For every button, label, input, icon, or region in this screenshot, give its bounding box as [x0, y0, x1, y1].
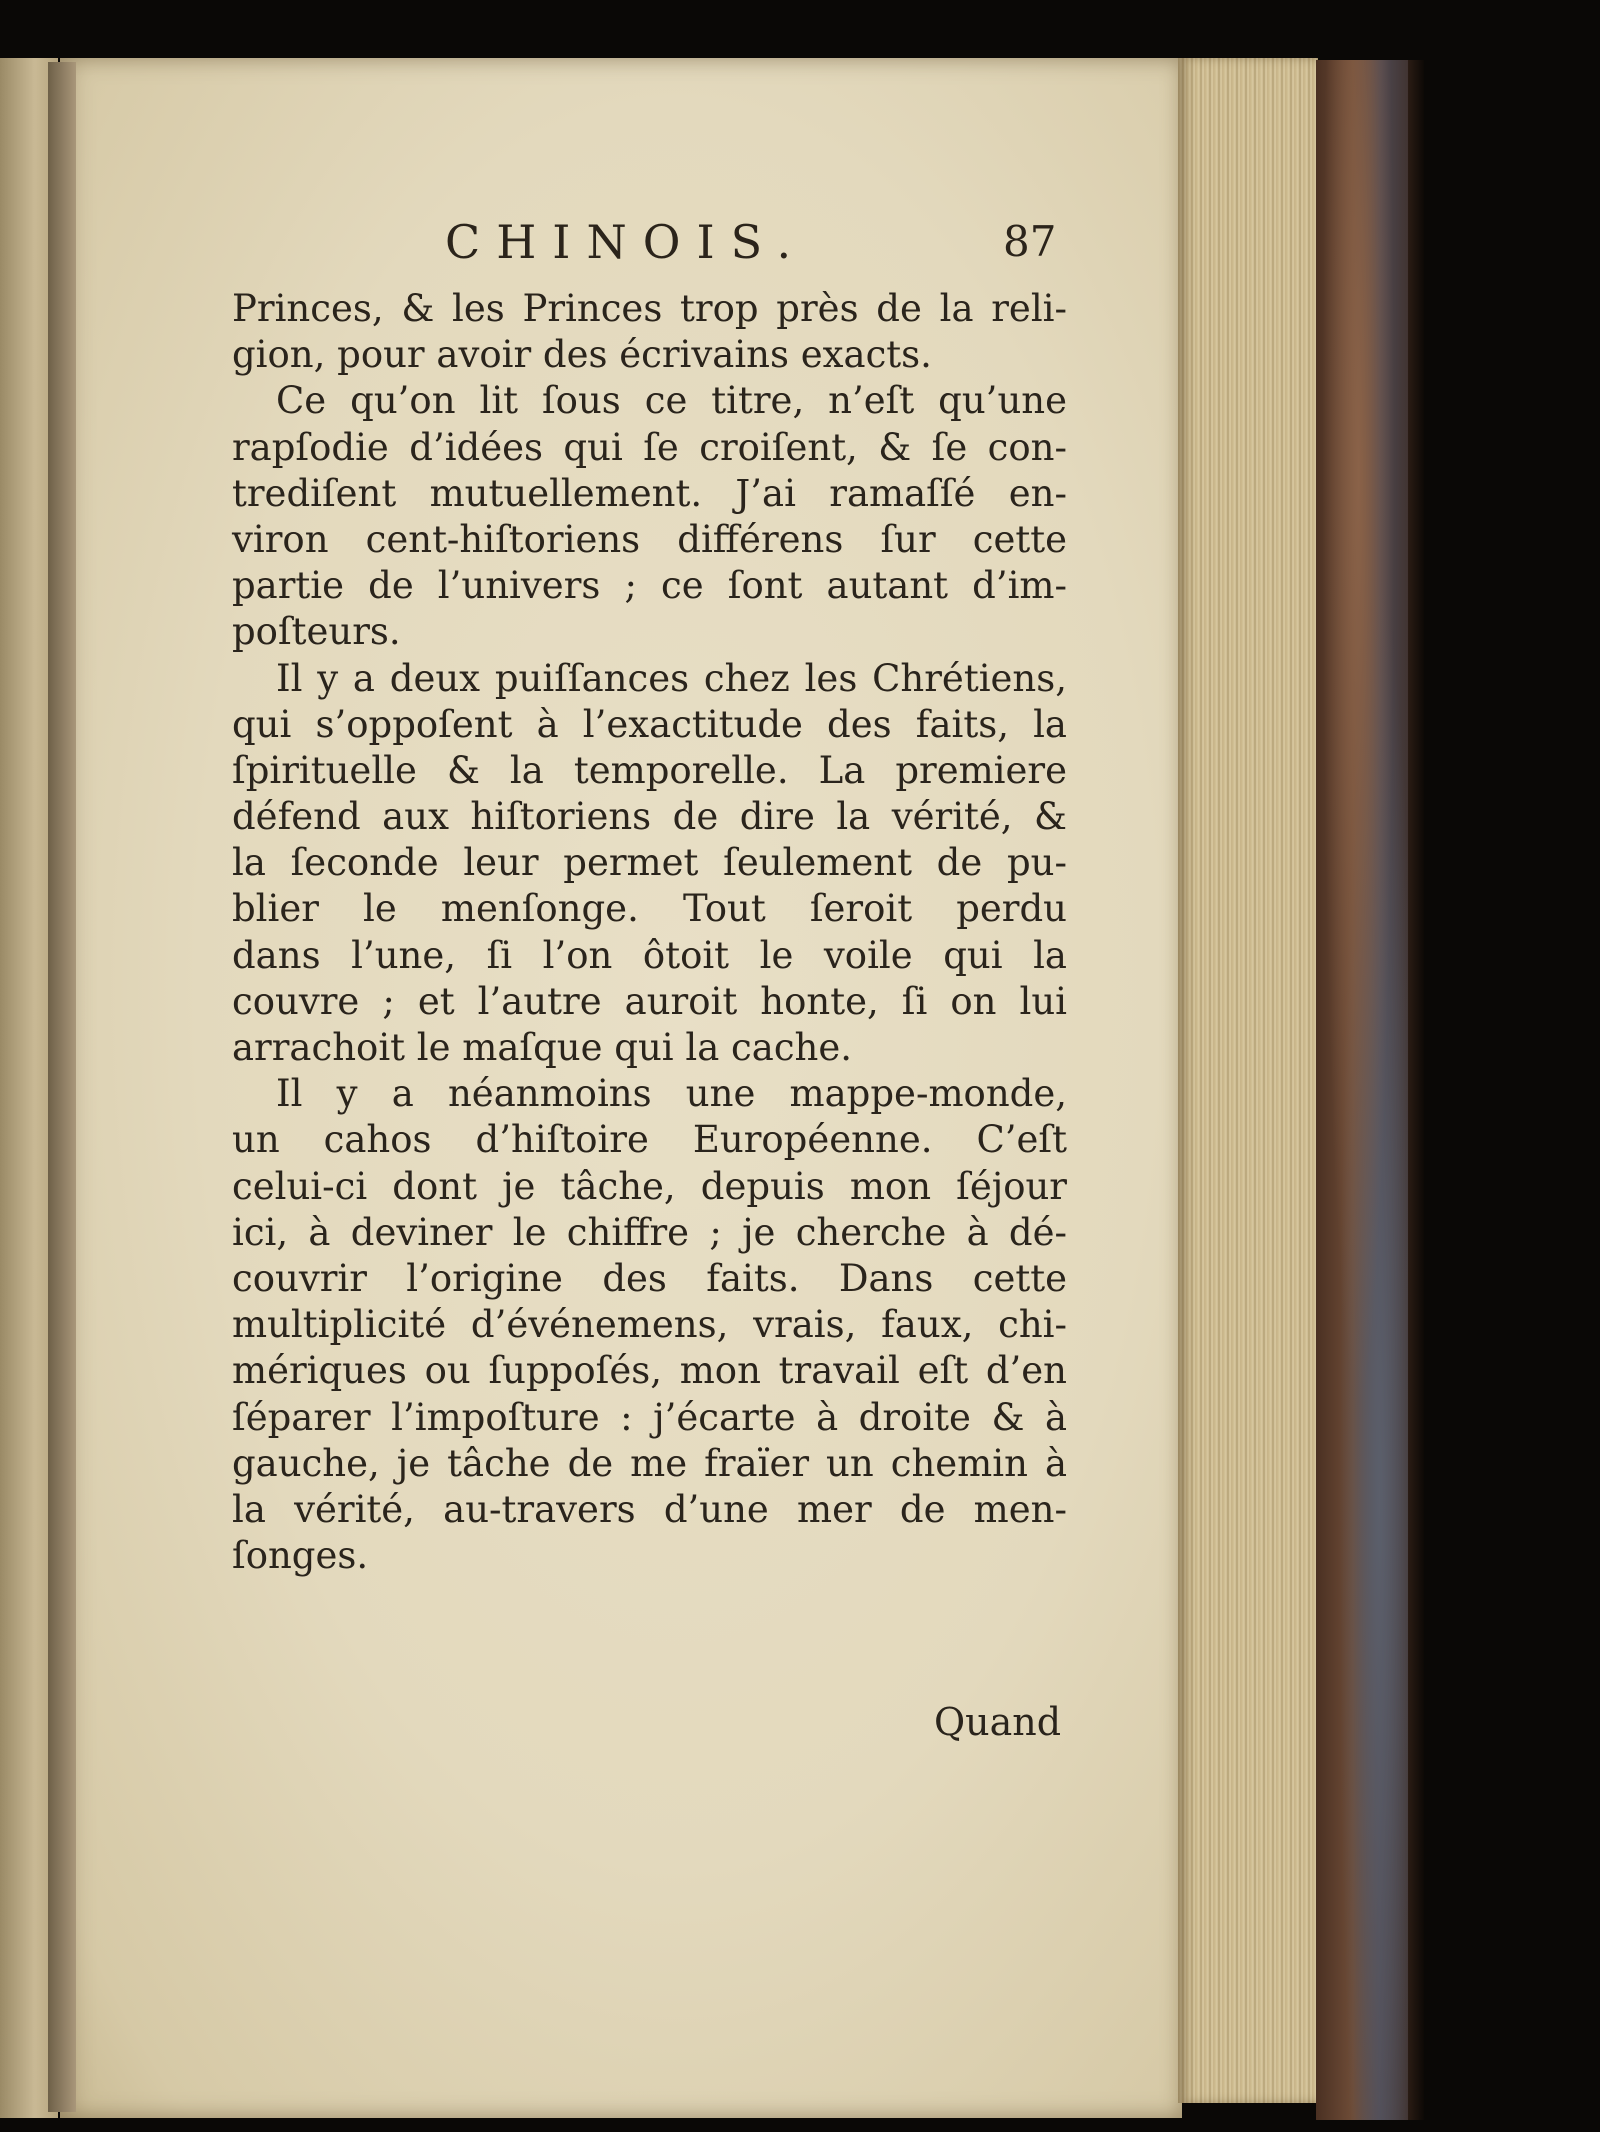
page-number: 87 [1003, 217, 1057, 266]
text-line: couvre ; et l’autre auroit honte, ſi on lui [232, 979, 1067, 1023]
paragraph-start-line: Il y a néanmoins une mappe-monde, [276, 1072, 1067, 1116]
text-line: ſpirituelle & la temporelle. La premiere [232, 748, 1067, 792]
text-line: arrachoit le maſque qui la cache. [232, 1026, 853, 1069]
text-line: dans l’une, ſi l’on ôtoit le voile qui la [232, 933, 1067, 977]
text-line: ſéparer l’impoſture : j’écarte à droite & à [232, 1395, 1067, 1439]
text-line: la ſeconde leur permet ſeulement de pu- [232, 841, 1067, 885]
text-line: trediſent mutuellement. J’ai ramaſſé en- [232, 471, 1067, 515]
paragraph-start-line: Ce qu’on lit ſous ce titre, n’eſt qu’une [276, 379, 1067, 423]
cover-edge [1408, 60, 1424, 2120]
paragraph-start-line: Il y a deux puiſſances chez les Chrétiens, [276, 656, 1067, 700]
leather-cover [1316, 60, 1422, 2120]
running-head-title: CHINOIS. [445, 215, 808, 269]
text-line: ici, à deviner le chiffre ; je cherche à dé- [232, 1210, 1067, 1254]
text-line: gauche, je tâche de me fraïer un chemin à [232, 1441, 1067, 1485]
catchword: Quand [934, 1700, 1062, 1744]
text-line: un cahos d’hiſtoire Européenne. C’eſt [232, 1118, 1067, 1162]
body-text [232, 286, 1067, 1579]
text-line: viron cent-hiſtoriens différens ſur cette [232, 517, 1067, 561]
text-line: Princes, & les Princes trop près de la reli- [232, 287, 1067, 330]
text-line: blier le menſonge. Tout ſeroit perdu [232, 887, 1067, 931]
text-line: celui-ci dont je tâche, depuis mon ſéjour [232, 1164, 1067, 1208]
running-head [0, 215, 1600, 275]
text-line: qui s’oppoſent à l’exactitude des faits, la [232, 702, 1067, 746]
page-block-edges [1178, 58, 1318, 2103]
text-line: la vérité, au-travers d’une mer de men- [232, 1487, 1067, 1531]
text-line: mériques ou ſuppoſés, mon travail eſt d’en [232, 1349, 1067, 1393]
text-line: défend aux hiſtoriens de dire la vérité, & [232, 795, 1067, 839]
text-line: multiplicité d’événemens, vrais, faux, chi- [232, 1303, 1067, 1347]
text-line: poſteurs. [232, 610, 401, 654]
text-line: rapſodie d’idées qui ſe croiſent, & ſe con- [232, 425, 1067, 469]
text-line: couvrir l’origine des faits. Dans cette [232, 1256, 1067, 1300]
book-gutter [48, 62, 76, 2112]
text-line: partie de l’univers ; ce ſont autant d’im- [232, 564, 1067, 608]
text-line: gion, pour avoir des écrivains exacts. [232, 333, 932, 377]
text-line: ſonges. [232, 1534, 369, 1578]
